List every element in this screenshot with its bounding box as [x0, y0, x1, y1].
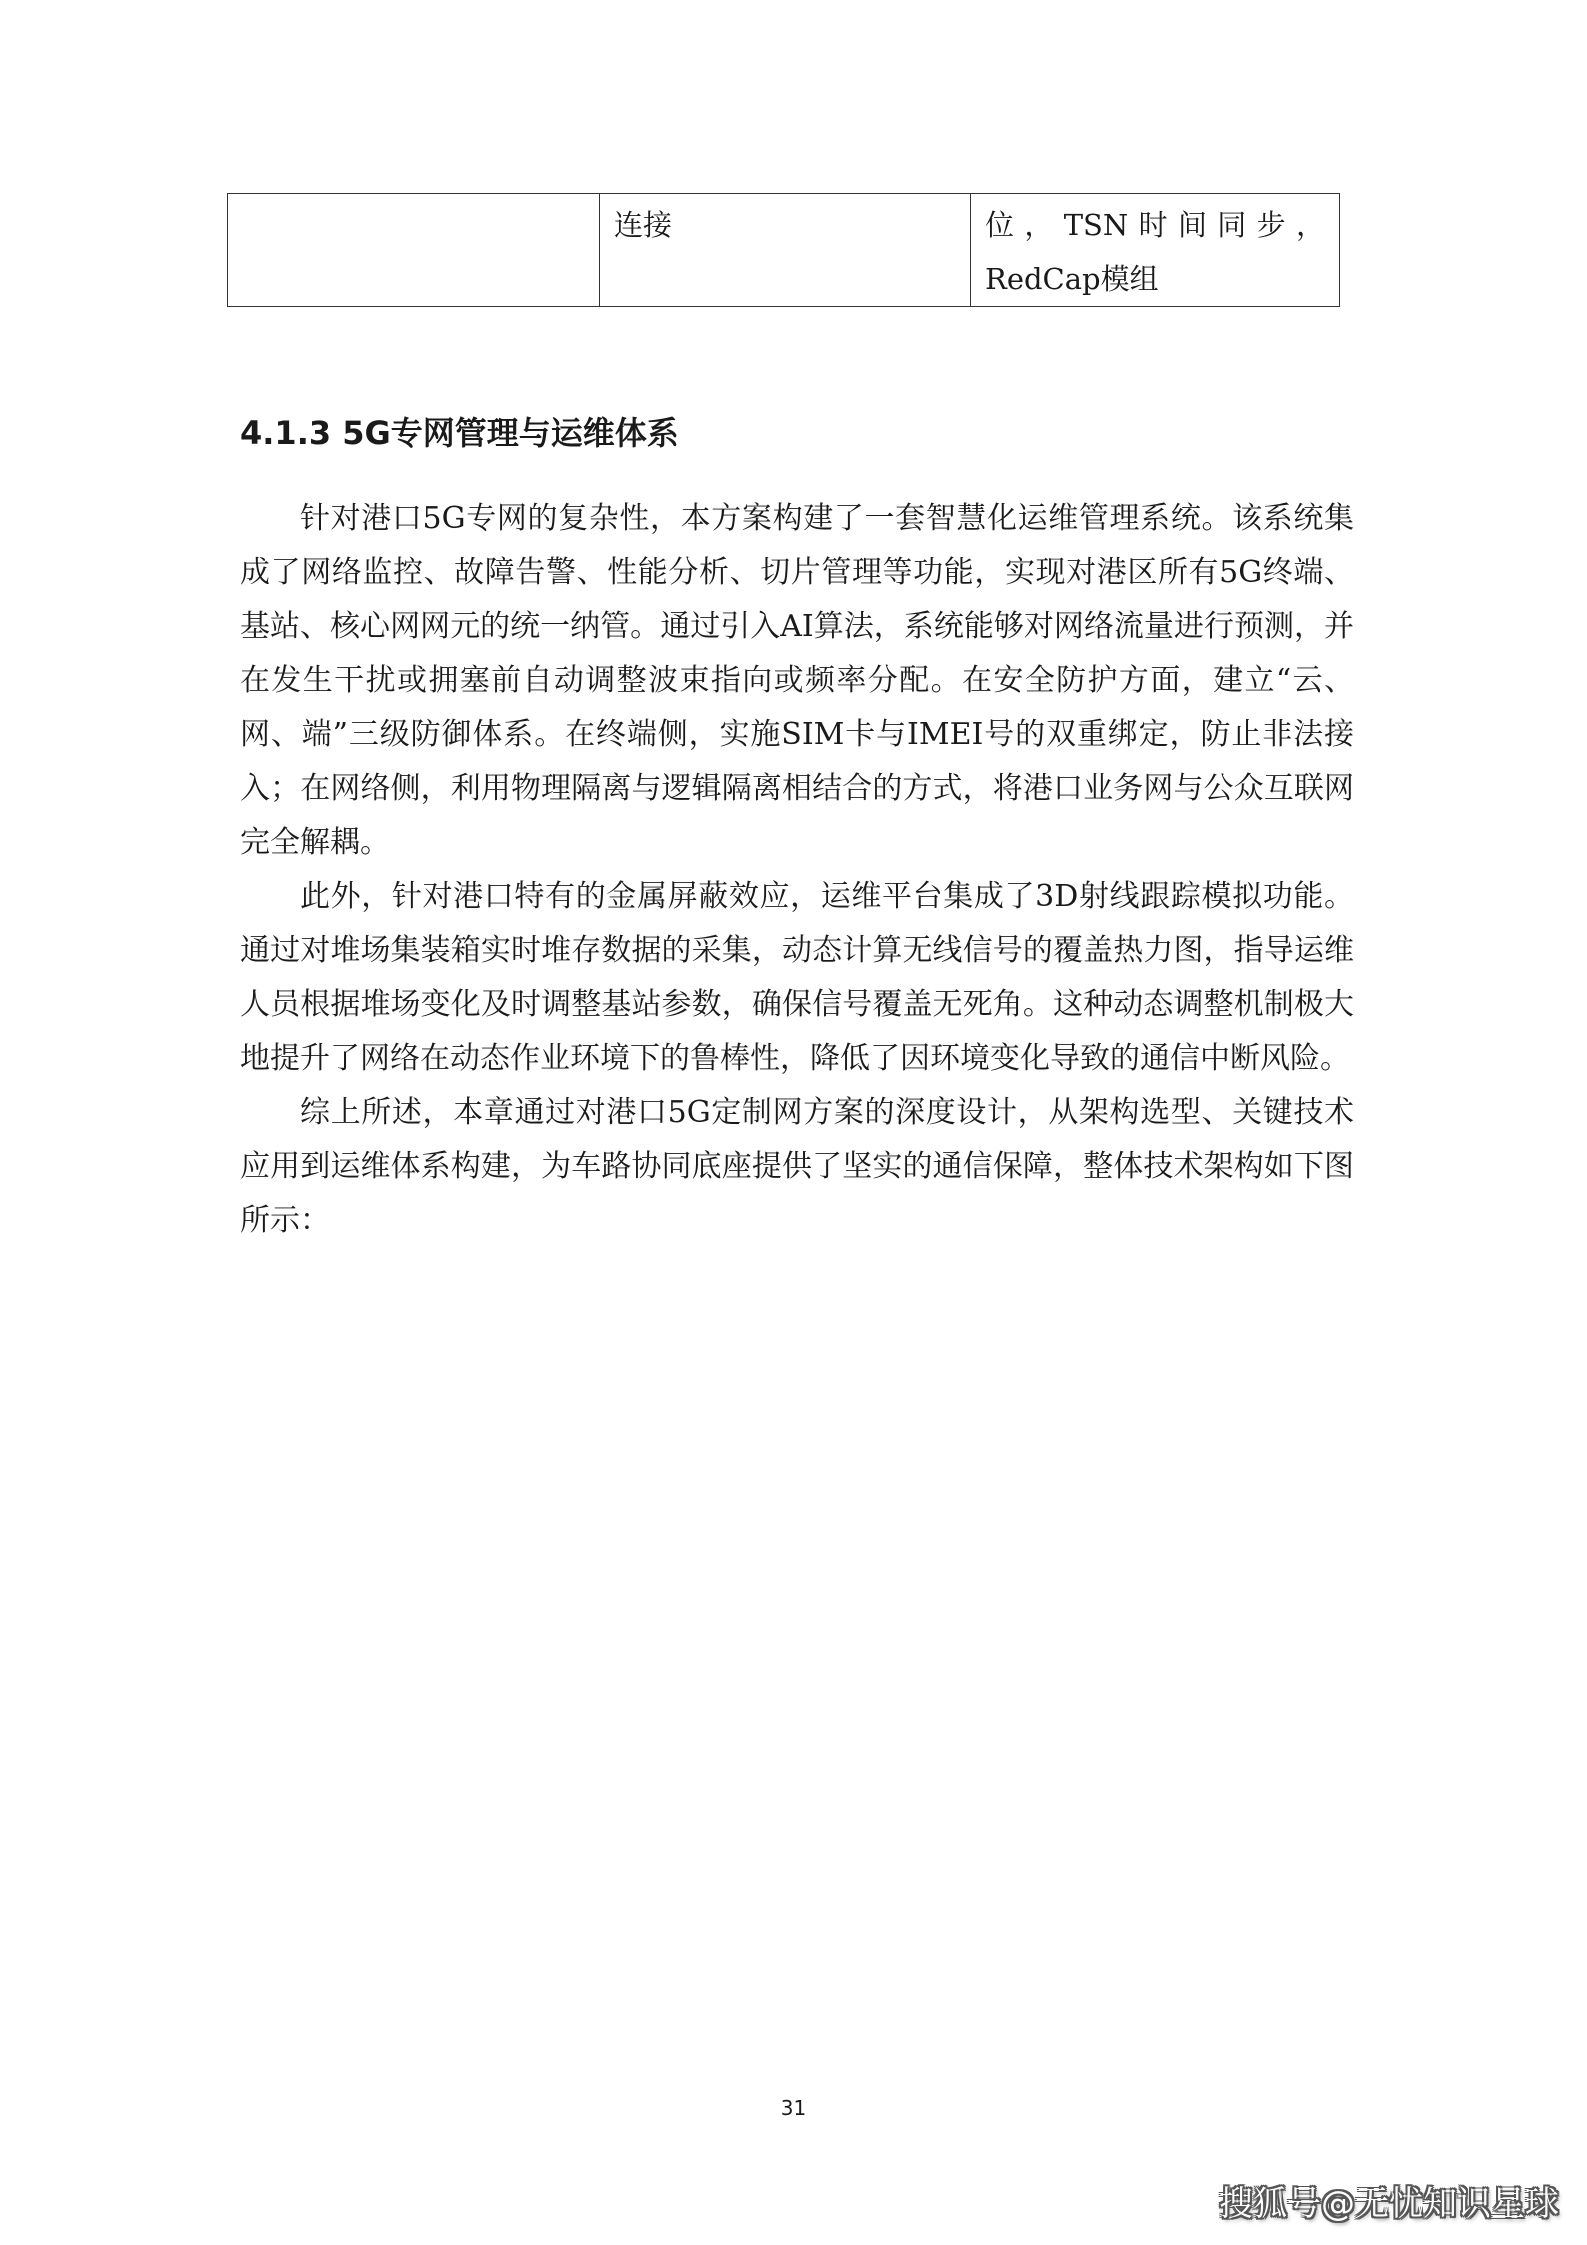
body-text	[240, 492, 1354, 1248]
table-cell-empty	[228, 194, 600, 307]
paragraph-ray-tracing: 此外，针对港口特有的金属屏蔽效应，运维平台集成了3D射线跟踪模拟功能。通过对堆场集装箱实时堆存数据的采集，动态计算无线信号的覆盖热力图，指导运维人员根据堆场变化及时调整基站参数，确保信号覆盖无死角。这种动态调整机制极大地提升了网络在动态作业环境下的鲁棒性，降低了因环境变化导致的通信中断风险。	[240, 879, 1354, 1076]
table-cell-connection: 连接	[600, 194, 971, 307]
table-row	[228, 194, 1340, 307]
continuation-table	[227, 193, 1340, 307]
section-heading: 4.1.3 5G专网管理与运维体系	[240, 414, 679, 452]
page-number: 31	[780, 2096, 807, 2120]
paragraph-ops-system: 针对港口5G专网的复杂性，本方案构建了一套智慧化运维管理系统。该系统集成了网络监控、故障告警、性能分析、切片管理等功能，实现对港区所有5G终端、基站、核心网网元的统一纳管。通过引入AI算法，系统能够对网络流量进行预测，并在发生干扰或拥塞前自动调整波束指向或频率分配。在安全防护方面，建立“云、网、端”三级防御体系。在终端侧，实施SIM卡与IMEI号的双重绑定，防止非法接入；在网络侧，利用物理隔离与逻辑隔离相结合的方式，将港口业务网与公众互联网完全解耦。	[240, 501, 1354, 860]
paragraph-summary: 综上所述，本章通过对港口5G定制网方案的深度设计，从架构选型、关键技术应用到运维体系构建，为车路协同底座提供了坚实的通信保障，整体技术架构如下图所示：	[240, 1095, 1354, 1238]
watermark: 搜狐号@无忧知识星球	[1219, 2184, 1559, 2224]
table-cell-tech-details: 位，TSN时间同步，RedCap模组	[971, 194, 1340, 307]
